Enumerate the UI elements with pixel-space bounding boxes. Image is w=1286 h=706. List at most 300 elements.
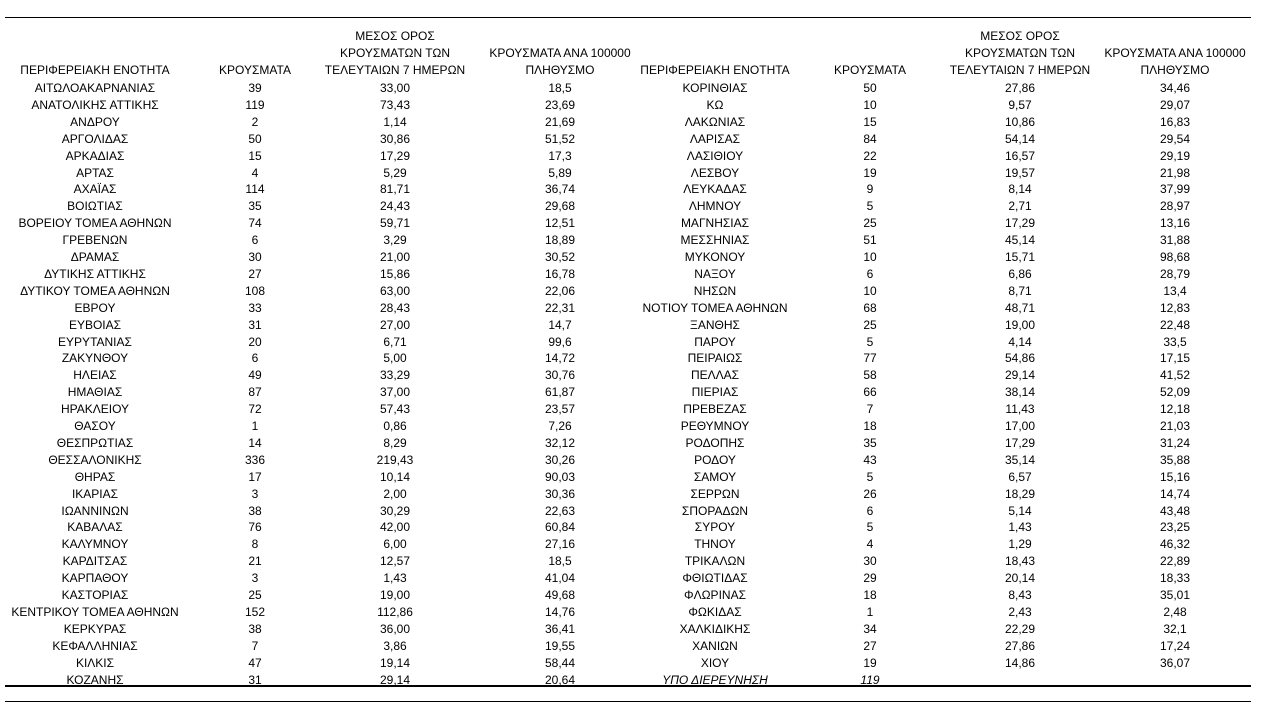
cell-region: ΑΝΑΤΟΛΙΚΗΣ ΑΤΤΙΚΗΣ <box>31 97 159 112</box>
cell-per100k: 14,7 <box>548 317 572 332</box>
cell-region: ΠΕΛΛΑΣ <box>690 368 740 383</box>
cell-region: ΦΩΚΙΔΑΣ <box>688 604 742 619</box>
cell-region: ΤΗΝΟΥ <box>694 537 736 552</box>
table-row <box>0 553 1286 570</box>
cell-per100k: 28,97 <box>1159 199 1191 214</box>
cell-per100k: 21,98 <box>1159 165 1191 180</box>
cell-per100k: 29,07 <box>1159 97 1191 112</box>
cell-region: ΑΡΚΑΔΙΑΣ <box>65 148 125 163</box>
cell-avg7: 11,43 <box>1005 402 1035 417</box>
cell-region: ΑΡΤΑΣ <box>76 165 114 180</box>
cell-region: ΑΧΑΪΑΣ <box>73 182 117 197</box>
header-cases-right: ΚΡΟΥΣΜΑΤΑ <box>834 63 906 77</box>
cell-avg7: 16,57 <box>1004 148 1036 163</box>
cell-cases: 21 <box>248 554 262 569</box>
table-row <box>0 165 1286 182</box>
cell-per100k: 98,68 <box>1159 250 1191 264</box>
header-cases-left: ΚΡΟΥΣΜΑΤΑ <box>219 63 291 77</box>
cell-avg7: 18,43 <box>1004 554 1036 569</box>
cell-avg7: 30,29 <box>379 503 411 518</box>
cell-avg7: 3,29 <box>383 233 407 248</box>
cell-avg7: 8,14 <box>1008 182 1032 197</box>
cell-cases: 19 <box>863 655 877 670</box>
cell-avg7: 2,00 <box>383 486 407 501</box>
cell-per100k: 12,83 <box>1159 300 1191 315</box>
cell-per100k: 34,46 <box>1159 81 1191 95</box>
cell-per100k: 20,64 <box>544 672 576 687</box>
cell-per100k: 58,44 <box>544 655 576 670</box>
table-row <box>0 486 1286 503</box>
cell-cases: 31 <box>248 317 262 332</box>
cell-avg7: 2,43 <box>1008 604 1032 619</box>
cell-per100k: 14,76 <box>544 604 576 619</box>
header-region-left: ΠΕΡΙΦΕΡΕΙΑΚΗ ΕΝΟΤΗΤΑ <box>20 63 170 77</box>
cell-avg7: 17,00 <box>1004 419 1036 433</box>
cell-region: ΚΕΡΚΥΡΑΣ <box>63 621 127 636</box>
cell-region: ΔΡΑΜΑΣ <box>70 250 120 264</box>
cell-region: ΘΕΣΠΡΩΤΙΑΣ <box>56 435 134 450</box>
cell-avg7: 17,29 <box>1004 435 1036 450</box>
table-row <box>0 148 1286 165</box>
cell-avg7: 10,14 <box>379 469 411 484</box>
cell-avg7: 48,71 <box>1004 300 1036 315</box>
cell-cases: 6 <box>866 266 874 281</box>
cell-cases: 119 <box>860 672 880 687</box>
cell-region: ΑΝΔΡΟΥ <box>70 114 120 129</box>
cell-cases: 22 <box>863 148 877 163</box>
cell-cases: 39 <box>248 81 262 95</box>
cell-cases: 25 <box>248 588 262 602</box>
cell-region: ΛΑΚΩΝΙΑΣ <box>684 114 746 129</box>
cell-per100k: 2,48 <box>1163 604 1187 619</box>
cell-region: ΝΑΞΟΥ <box>694 266 736 281</box>
cell-region: ΕΥΒΟΙΑΣ <box>68 317 122 332</box>
cell-avg7: 6,86 <box>1008 266 1032 281</box>
cell-avg7: 112,86 <box>377 604 413 619</box>
cell-cases: 1 <box>866 604 874 619</box>
cell-avg7: 4,14 <box>1008 334 1032 349</box>
cell-per100k: 28,79 <box>1159 266 1191 281</box>
cell-avg7: 12,57 <box>379 554 411 569</box>
table-row <box>0 317 1286 334</box>
cell-avg7: 73,43 <box>379 97 411 112</box>
cell-per100k: 23,57 <box>544 402 576 417</box>
cell-per100k: 18,89 <box>544 233 576 248</box>
cell-per100k: 16,78 <box>544 266 576 281</box>
cell-region: ΥΠΟ ΔΙΕΡΕΥΝΗΣΗ <box>662 672 768 687</box>
cell-region: ΚΑΡΠΑΘΟΥ <box>61 571 129 586</box>
table-row <box>0 249 1286 266</box>
cell-region: ΕΒΡΟΥ <box>74 300 116 315</box>
cell-per100k: 7,26 <box>548 419 572 433</box>
table-row <box>0 80 1286 97</box>
cell-per100k: 23,69 <box>544 97 576 112</box>
cell-avg7: 35,14 <box>1004 452 1036 467</box>
cell-cases: 336 <box>244 452 266 467</box>
table-row <box>0 384 1286 401</box>
cell-region: ΔΥΤΙΚΟΥ ΤΟΜΕΑ ΑΘΗΝΩΝ <box>20 283 170 298</box>
cell-avg7: 8,43 <box>1008 588 1032 602</box>
header-region-right: ΠΕΡΙΦΕΡΕΙΑΚΗ ΕΝΟΤΗΤΑ <box>640 63 790 77</box>
cell-region: ΑΙΤΩΛΟΑΚΑΡΝΑΝΙΑΣ <box>34 81 156 95</box>
table-row <box>0 621 1286 638</box>
cell-cases: 10 <box>863 283 877 298</box>
cell-avg7: 8,71 <box>1008 283 1032 298</box>
cell-avg7: 63,00 <box>379 283 411 298</box>
cell-region: ΦΘΙΩΤΙΔΑΣ <box>682 571 748 586</box>
table-row <box>0 401 1286 418</box>
cell-avg7: 37,00 <box>379 385 411 400</box>
cell-cases: 27 <box>248 266 262 281</box>
cell-per100k: 31,24 <box>1159 435 1191 450</box>
cell-avg7: 28,43 <box>379 300 411 315</box>
table-row <box>0 198 1286 215</box>
cell-region: ΣΕΡΡΩΝ <box>690 486 740 501</box>
cell-per100k: 27,16 <box>544 537 576 552</box>
cell-cases: 30 <box>863 554 877 569</box>
header-per100k-left: ΚΡΟΥΣΜΑΤΑ ΑΝΑ 100000 ΠΛΗΘΥΣΜΟ <box>489 46 631 77</box>
cell-per100k: 36,07 <box>1159 655 1191 670</box>
cell-avg7: 19,00 <box>379 588 411 602</box>
cell-per100k: 51,52 <box>544 131 576 146</box>
cell-cases: 20 <box>248 334 262 349</box>
cell-per100k: 12,51 <box>544 216 576 231</box>
cell-region: ΠΡΕΒΕΖΑΣ <box>683 402 747 417</box>
cell-region: ΠΕΙΡΑΙΩΣ <box>687 351 743 366</box>
cell-per100k: 46,32 <box>1159 537 1191 552</box>
cell-per100k: 36,74 <box>544 182 576 197</box>
cell-region: ΝΗΣΩΝ <box>693 283 737 298</box>
cell-region: ΚΑΣΤΟΡΙΑΣ <box>61 588 129 602</box>
cell-cases: 29 <box>863 571 877 586</box>
cell-region: ΚΟΡΙΝΘΙΑΣ <box>682 81 748 95</box>
cell-per100k: 32,1 <box>1163 621 1187 636</box>
cell-avg7: 5,29 <box>383 165 407 180</box>
cell-avg7: 59,71 <box>379 216 411 231</box>
cell-avg7: 57,43 <box>379 402 411 417</box>
table-row <box>0 638 1286 655</box>
cell-avg7: 36,00 <box>379 621 411 636</box>
cell-cases: 34 <box>863 621 877 636</box>
cell-cases: 35 <box>248 199 262 214</box>
cell-region: ΚΩ <box>706 97 724 112</box>
table-row <box>0 452 1286 469</box>
cell-cases: 17 <box>248 469 262 484</box>
table-row <box>0 350 1286 367</box>
cell-region: ΑΡΓΟΛΙΔΑΣ <box>61 131 129 146</box>
cell-cases: 119 <box>245 97 265 112</box>
cell-avg7: 33,29 <box>379 368 411 383</box>
cell-region: ΚΑΡΔΙΤΣΑΣ <box>62 554 128 569</box>
cell-avg7: 3,86 <box>383 638 407 653</box>
cell-cases: 1 <box>251 419 259 433</box>
table-row <box>0 435 1286 452</box>
cell-region: ΚΙΛΚΙΣ <box>75 655 115 670</box>
cell-region: ΘΗΡΑΣ <box>74 469 116 484</box>
cell-region: ΘΑΣΟΥ <box>74 419 116 433</box>
cell-cases: 8 <box>251 537 259 552</box>
cell-avg7: 29,14 <box>1004 368 1036 383</box>
cell-per100k: 32,12 <box>544 435 576 450</box>
table-row <box>0 367 1286 384</box>
header-avg7-right: ΜΕΣΟΣ ΟΡΟΣ ΚΡΟΥΣΜΑΤΩΝ ΤΩΝ ΤΕΛΕΥΤΑΙΩΝ 7 ΗΜΕΡΩΝ <box>949 29 1091 77</box>
cell-per100k: 14,72 <box>544 351 576 366</box>
cell-region: ΕΥΡΥΤΑΝΙΑΣ <box>58 334 132 349</box>
table-row <box>0 131 1286 148</box>
cell-cases: 27 <box>863 638 877 653</box>
cell-cases: 51 <box>863 233 877 248</box>
cell-avg7: 10,86 <box>1004 114 1036 129</box>
cell-avg7: 81,71 <box>379 182 411 197</box>
cell-per100k: 17,24 <box>1159 638 1191 653</box>
table-row <box>0 232 1286 249</box>
cell-per100k: 43,48 <box>1159 503 1191 518</box>
table-row <box>0 97 1286 114</box>
cell-avg7: 45,14 <box>1004 233 1036 248</box>
cell-region: ΜΕΣΣΗΝΙΑΣ <box>680 233 750 248</box>
cell-cases: 76 <box>248 520 262 535</box>
table-row <box>0 283 1286 300</box>
cell-region: ΛΕΥΚΑΔΑΣ <box>683 182 747 197</box>
cell-cases: 84 <box>863 131 877 146</box>
cell-per100k: 17,15 <box>1159 351 1191 366</box>
cell-cases: 5 <box>866 199 874 214</box>
cell-avg7: 38,14 <box>1004 385 1036 400</box>
cell-avg7: 33,00 <box>379 81 411 95</box>
cell-avg7: 30,86 <box>379 131 411 146</box>
cell-avg7: 0,86 <box>383 419 407 433</box>
cell-per100k: 33,5 <box>1163 334 1187 349</box>
table-row <box>0 300 1286 317</box>
cell-avg7: 27,86 <box>1004 638 1036 653</box>
cell-per100k: 61,87 <box>544 385 576 400</box>
cell-cases: 58 <box>863 368 877 383</box>
cell-per100k: 41,04 <box>544 571 576 586</box>
table-row <box>0 672 1286 689</box>
cell-per100k: 37,99 <box>1159 182 1191 197</box>
cell-per100k: 52,09 <box>1159 385 1191 400</box>
cell-region: ΗΜΑΘΙΑΣ <box>67 385 123 400</box>
table-row <box>0 114 1286 131</box>
cell-region: ΘΕΣΣΑΛΟΝΙΚΗΣ <box>48 452 142 467</box>
cell-per100k: 14,74 <box>1159 486 1191 501</box>
cell-cases: 6 <box>251 233 259 248</box>
cell-cases: 4 <box>251 165 259 180</box>
cell-region: ΜΑΓΝΗΣΙΑΣ <box>680 216 750 231</box>
cell-per100k: 36,41 <box>544 621 576 636</box>
cell-cases: 2 <box>251 114 259 129</box>
cell-avg7: 8,29 <box>383 435 407 450</box>
cell-avg7: 19,00 <box>1004 317 1036 332</box>
cell-cases: 9 <box>866 182 874 197</box>
cell-region: ΛΑΣΙΘΙΟΥ <box>686 148 744 163</box>
cell-cases: 152 <box>244 604 266 619</box>
cell-per100k: 22,06 <box>544 283 576 298</box>
cell-avg7: 15,86 <box>379 266 411 281</box>
table-row <box>0 519 1286 536</box>
cell-per100k: 5,89 <box>548 165 572 180</box>
cell-per100k: 19,55 <box>544 638 576 653</box>
cell-avg7: 22,29 <box>1004 621 1036 636</box>
cell-cases: 50 <box>863 81 877 95</box>
table-row <box>0 503 1286 520</box>
table-row <box>0 570 1286 587</box>
cell-cases: 87 <box>248 385 262 400</box>
cell-per100k: 12,18 <box>1159 402 1191 417</box>
cell-cases: 5 <box>866 520 874 535</box>
cell-cases: 68 <box>863 300 877 315</box>
cell-cases: 10 <box>863 97 877 112</box>
cell-region: ΣΑΜΟΥ <box>693 469 737 484</box>
cell-per100k: 21,69 <box>544 114 576 129</box>
cell-cases: 77 <box>863 351 877 366</box>
header-avg7-left: ΜΕΣΟΣ ΟΡΟΣ ΚΡΟΥΣΜΑΤΩΝ ΤΩΝ ΤΕΛΕΥΤΑΙΩΝ 7 ΗΜΕΡΩΝ <box>324 29 466 77</box>
cell-cases: 4 <box>866 537 874 552</box>
cell-per100k: 15,16 <box>1159 469 1191 484</box>
cell-avg7: 18,29 <box>1004 486 1036 501</box>
cell-cases: 15 <box>248 148 262 163</box>
cell-per100k: 17,3 <box>548 148 572 163</box>
cell-region: ΛΕΣΒΟΥ <box>690 165 740 180</box>
cell-cases: 5 <box>866 334 874 349</box>
header-per100k-right: ΚΡΟΥΣΜΑΤΑ ΑΝΑ 100000 ΠΛΗΘΥΣΜΟ <box>1104 46 1246 77</box>
cell-per100k: 60,84 <box>544 520 576 535</box>
cell-avg7: 1,14 <box>383 114 407 129</box>
cell-per100k: 41,52 <box>1159 368 1191 383</box>
cell-region: ΚΑΒΑΛΑΣ <box>67 520 123 535</box>
cell-region: ΔΥΤΙΚΗΣ ΑΤΤΙΚΗΣ <box>44 266 146 281</box>
cell-region: ΠΙΕΡΙΑΣ <box>691 385 739 400</box>
cell-region: ΗΡΑΚΛΕΙΟΥ <box>60 402 130 417</box>
cell-cases: 72 <box>248 402 262 417</box>
cell-avg7: 54,14 <box>1004 131 1036 146</box>
cell-per100k: 30,26 <box>544 452 576 467</box>
cell-per100k: 22,89 <box>1159 554 1191 569</box>
cell-avg7: 219,43 <box>376 452 414 467</box>
cell-region: ΙΚΑΡΙΑΣ <box>71 486 119 501</box>
cell-region: ΣΥΡΟΥ <box>694 520 736 535</box>
cell-region: ΡΟΔΟΥ <box>694 452 736 467</box>
cell-region: ΛΑΡΙΣΑΣ <box>689 131 741 146</box>
table-row <box>0 266 1286 283</box>
cell-region: ΓΡΕΒΕΝΩΝ <box>62 233 128 248</box>
cell-per100k: 99,6 <box>548 334 572 349</box>
cell-region: ΛΗΜΝΟΥ <box>688 199 742 214</box>
cell-cases: 5 <box>866 469 874 484</box>
cell-region: ΤΡΙΚΑΛΩΝ <box>684 554 746 569</box>
cell-region: ΚΕΝΤΡΙΚΟΥ ΤΟΜΕΑ ΑΘΗΝΩΝ <box>11 604 179 619</box>
cell-cases: 7 <box>866 402 874 417</box>
table-row <box>0 181 1286 198</box>
cell-cases: 30 <box>248 250 262 264</box>
cell-avg7: 17,29 <box>1004 216 1036 231</box>
cell-per100k: 90,03 <box>544 469 576 484</box>
cell-per100k: 30,52 <box>544 250 576 264</box>
cell-cases: 19 <box>863 165 877 180</box>
cell-cases: 7 <box>251 638 259 653</box>
cell-cases: 114 <box>245 182 265 197</box>
cell-region: ΡΟΔΟΠΗΣ <box>685 435 745 450</box>
cell-region: ΦΛΩΡΙΝΑΣ <box>684 588 746 602</box>
cell-cases: 47 <box>248 655 262 670</box>
top-rule <box>5 17 1251 18</box>
cell-avg7: 19,57 <box>1004 165 1036 180</box>
cell-cases: 18 <box>863 419 877 433</box>
cell-region: ΝΟΤΙΟΥ ΤΟΜΕΑ ΑΘΗΝΩΝ <box>642 300 788 315</box>
cell-per100k: 13,4 <box>1163 283 1187 298</box>
cell-region: ΗΛΕΙΑΣ <box>73 368 117 383</box>
cell-region: ΧΑΛΚΙΔΙΚΗΣ <box>679 621 751 636</box>
cell-cases: 38 <box>248 503 262 518</box>
cell-avg7: 19,14 <box>379 655 411 670</box>
cell-region: ΚΑΛΥΜΝΟΥ <box>61 537 129 552</box>
cell-avg7: 21,00 <box>379 250 411 264</box>
cell-avg7: 5,14 <box>1008 503 1032 518</box>
cell-per100k: 30,76 <box>544 368 576 383</box>
cell-avg7: 27,86 <box>1004 81 1036 95</box>
table-row <box>0 536 1286 553</box>
cell-avg7: 2,71 <box>1008 199 1032 214</box>
table-row <box>0 469 1286 486</box>
cell-avg7: 54,86 <box>1004 351 1036 366</box>
cell-avg7: 14,86 <box>1004 655 1036 670</box>
cell-per100k: 18,5 <box>548 81 572 95</box>
cell-per100k: 31,88 <box>1159 233 1191 248</box>
cell-avg7: 15,71 <box>1004 250 1036 264</box>
cell-avg7: 1,29 <box>1008 537 1032 552</box>
cell-cases: 3 <box>251 486 259 501</box>
cell-cases: 38 <box>248 621 262 636</box>
cell-cases: 10 <box>863 250 877 264</box>
bottom-rule-secondary <box>5 701 1251 702</box>
cell-per100k: 29,19 <box>1159 148 1191 163</box>
cell-cases: 25 <box>863 216 877 231</box>
cell-per100k: 22,48 <box>1159 317 1191 332</box>
cell-per100k: 18,5 <box>548 554 572 569</box>
cell-per100k: 18,33 <box>1159 571 1191 586</box>
cell-avg7: 5,00 <box>383 351 407 366</box>
cell-avg7: 42,00 <box>379 520 411 535</box>
cell-per100k: 16,83 <box>1159 114 1191 129</box>
cell-cases: 43 <box>863 452 877 467</box>
cell-per100k: 22,63 <box>544 503 576 518</box>
cell-region: ΞΑΝΘΗΣ <box>690 317 740 332</box>
cell-region: ΚΕΦΑΛΛΗΝΙΑΣ <box>52 638 138 653</box>
cell-cases: 66 <box>863 385 877 400</box>
cell-cases: 15 <box>863 114 877 129</box>
cell-avg7: 6,71 <box>383 334 407 349</box>
cell-per100k: 35,01 <box>1159 588 1191 602</box>
cell-avg7: 1,43 <box>1008 520 1032 535</box>
cell-avg7: 17,29 <box>379 148 411 163</box>
cell-cases: 49 <box>248 368 262 383</box>
cell-per100k: 29,54 <box>1159 131 1191 146</box>
cell-avg7: 9,57 <box>1008 97 1032 112</box>
cell-cases: 33 <box>248 300 262 315</box>
cell-avg7: 24,43 <box>379 199 411 214</box>
cell-cases: 25 <box>863 317 877 332</box>
cell-cases: 31 <box>248 672 262 687</box>
cell-region: ΣΠΟΡΑΔΩΝ <box>681 503 749 518</box>
cell-region: ΖΑΚΥΝΘΟΥ <box>61 351 129 366</box>
cell-per100k: 23,25 <box>1159 520 1191 535</box>
cell-region: ΒΟΡΕΙΟΥ ΤΟΜΕΑ ΑΘΗΝΩΝ <box>18 216 172 231</box>
cell-per100k: 22,31 <box>544 300 576 315</box>
table-row <box>0 418 1286 435</box>
cell-avg7: 6,00 <box>383 537 407 552</box>
cell-cases: 6 <box>251 351 259 366</box>
cell-region: ΠΑΡΟΥ <box>694 334 736 349</box>
